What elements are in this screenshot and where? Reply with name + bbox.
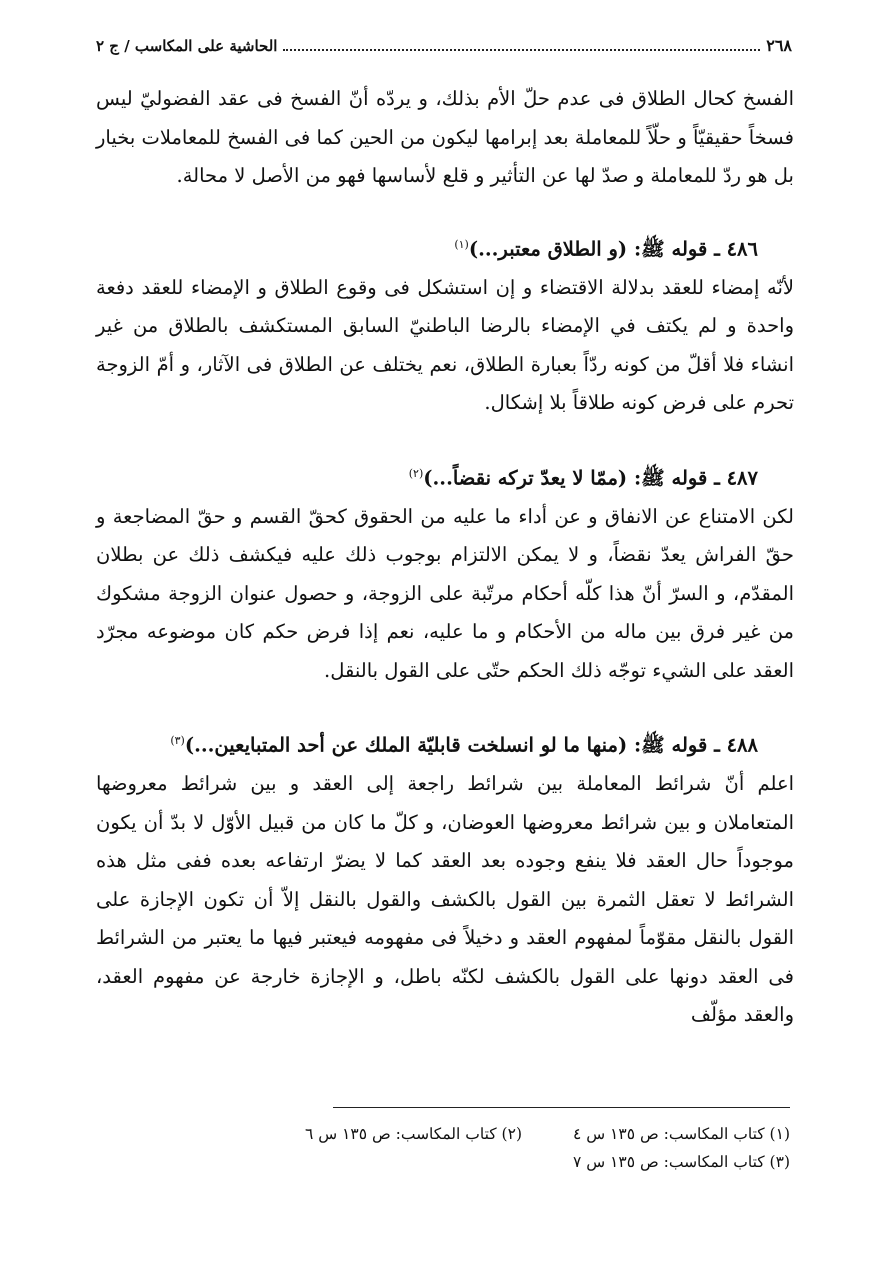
- section-heading-487: [96, 455, 794, 498]
- footnote-marker: (٢): [408, 466, 424, 480]
- footnote-row: [180, 1148, 790, 1176]
- paragraph-488: اعلم أنّ شرائط المعاملة بين شرائط راجعة إلى العقد و بين شرائط معروضها المتعاملان و بين شرائط معروضها العوضان، و كلّ ما كان من قبيل الأوّل لا بدّ أن يكون موجوداً حال العقد فلا ينفع وجوده بعد العقد كما لا يضرّ ارتفاعه بعده ففى مثل هذه الشرائط لا تعقل الثمرة بين القول بالكشف والقول بالنقل إلاّ أن تكون الإجازة على القول بالنقل مقوّماً لمفهوم العقد و دخيلاً فى مفهومه فيعتبر فيها ما يعتبر من الشرائط فى العقد دونها على القول بالكشف لكنّه باطل، و الإجازة خارجة عن مفهوم العقد، والعقد مؤلّف: [96, 772, 794, 1026]
- footnote-1: (١) كتاب المكاسب: ص ١٣٥ س ٤: [572, 1125, 790, 1143]
- paragraph-continuation: الفسخ كحال الطلاق فى عدم حلّ الأم بذلك، و يردّه أنّ الفسخ فى عقد الفضوليّ ليس فسخاً حقيقيّاً و حلّاً للمعاملة بعد إبرامها ليكون من الحين كما فى الفسخ للمعاملات بخيار بل هو ردّ للمعاملة و صدّ لها عن التأثير و قلع لأساسها فهو من الأصل لا محالة.: [96, 87, 794, 187]
- footnote-marker: (١): [454, 237, 469, 251]
- paragraph-486: لأنّه إمضاء للعقد بدلالة الاقتضاء و إن استشكل فى وقوع الطلاق و الإمضاء للعقد دفعة واحدة و لم يكتف في الإمضاء بالرضا الباطنيّ السابق المستكشف بالطلاق من غير انشاء فلا أقلّ من كونه ردّاً بعبارة الطلاق، نعم يختلف عن الطلاق فى الآثار، و أمّ الزوجة تحرم على فرض كونه طلاقاً بلا إشكال.: [96, 275, 794, 414]
- footnote-separator: [333, 1107, 790, 1108]
- header-dot-leader: [283, 39, 760, 51]
- heading-text: ٤٨٦ ـ قوله ﷺ: (و الطلاق معتبر...): [468, 237, 758, 260]
- running-header: [96, 36, 792, 64]
- section-heading-488: [96, 722, 794, 765]
- footnotes: [180, 1120, 790, 1176]
- footnote-2: (٢) كتاب المكاسب: ص ١٣٥ س ٦: [304, 1125, 522, 1143]
- footnote-marker: (٣): [170, 734, 185, 747]
- footnote-row: [180, 1120, 790, 1148]
- page-number: ٢٦٨: [766, 36, 792, 55]
- section-heading-486: [96, 226, 794, 269]
- heading-text: ٤٨٨ ـ قوله ﷺ: (منها ما لو انسلخت قابليّة الملك عن أحد المتبايعين...): [184, 733, 758, 757]
- paragraph-487: لكن الامتناع عن الانفاق و عن أداء ما عليه من الحقوق كحقّ القسم و حقّ المضاجعة و حقّ الفراش يعدّ نقضاً، و لا يمكن الالتزام بوجوب ذلك عليه فيكشف ذلك عن بطلان المقدّم، و السرّ أنّ هذا كلّه أحكام مرتّبة على الزوجة، و حصول عنوان الزوجة مشكوك من غير فرق بين ماله من الأحكام و ما عليه، نعم إذا فرض حكم كان موضوعه مجرّد العقد على الشيء توجّه ذلك الحكم حتّى على القول بالنقل.: [96, 504, 794, 682]
- heading-text: ٤٨٧ ـ قوله ﷺ: (ممّا لا يعدّ تركه نقضاً...): [423, 466, 758, 489]
- page-body: [96, 80, 794, 1035]
- running-title: الحاشية على المكاسب / ج ٢: [96, 37, 278, 55]
- footnote-3: (٣) كتاب المكاسب: ص ١٣٥ س ٧: [572, 1153, 790, 1171]
